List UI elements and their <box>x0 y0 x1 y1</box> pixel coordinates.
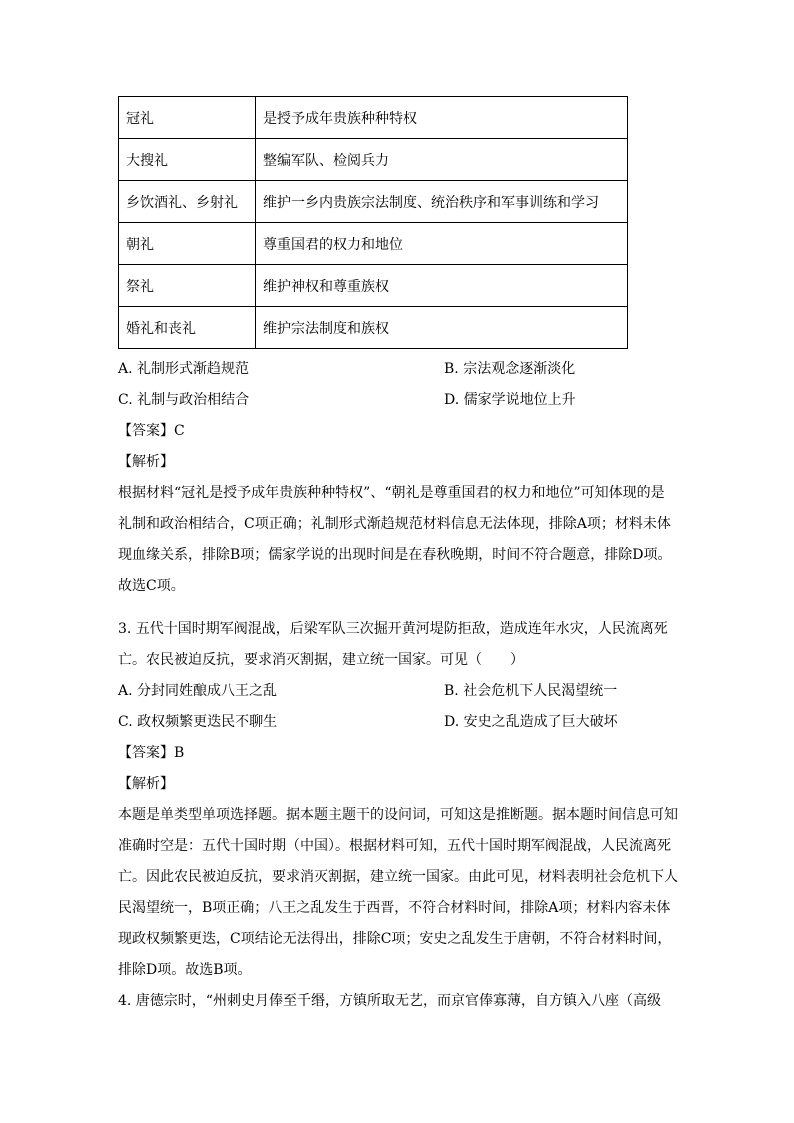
table-row <box>119 181 628 223</box>
rite-meaning-cell: 是授予成年贵族种种特权 <box>256 97 628 139</box>
q2-option-b[interactable]: B. 宗法观念逐渐淡化 <box>444 361 576 377</box>
q2-options-row-1 <box>118 354 678 385</box>
rite-name-cell: 大搜礼 <box>119 139 256 181</box>
rite-name-cell: 婚礼和丧礼 <box>119 307 256 349</box>
q2-options-row-2 <box>118 385 678 416</box>
q3-option-b[interactable]: B. 社会危机下人民渴望统一 <box>444 683 618 699</box>
q3-option-c[interactable]: C. 政权频繁更迭民不聊生 <box>118 714 278 730</box>
table-row <box>119 97 628 139</box>
q3-option-a[interactable]: A. 分封同姓酿成八王之乱 <box>118 683 278 699</box>
q3-options-row-1 <box>118 676 678 707</box>
table-row <box>119 223 628 265</box>
q2-option-d[interactable]: D. 儒家学说地位上升 <box>444 392 576 408</box>
table-row <box>119 139 628 181</box>
q2-answer: 【答案】C <box>118 423 185 439</box>
q3-options-row-2 <box>118 707 678 738</box>
rite-meaning-cell: 维护宗法制度和族权 <box>256 307 628 349</box>
rite-meaning-cell: 维护神权和尊重族权 <box>256 265 628 307</box>
q3-analysis-text: 本题是单类型单项选择题。据本题主题干的设问词，可知这是推断题。据本题时间信息可知准确时空是：五代十国时期（中国）。根据材料可知，五代十国时期军阀混战，人民流离死亡。因此农民被迫反抗，要求消灭割据，建立统一国家。由此可见，材料表明社会危机下人民渴望统一，B项正确；八王之乱发生于西晋，不符合材料时间，排除A项；材料内容未体现政权频繁更迭，C项结论无法得出，排除C项；安史之乱发生于唐朝，不符合材料时间，排除D项。故选B项。 <box>118 807 678 978</box>
rites-table <box>118 96 628 349</box>
rite-name-cell: 乡饮酒礼、乡射礼 <box>119 181 256 223</box>
rite-name-cell: 朝礼 <box>119 223 256 265</box>
q2-analysis-text: 根据材料“冠礼是授予成年贵族种种特权”、“朝礼是尊重国君的权力和地位”可知体现的是礼制和政治相结合，C项正确；礼制形式渐趋规范材料信息无法体现，排除A项；材料未体现血缘关系，排除B项；儒家学说的出现时间是在春秋晚期，时间不符合题意，排除D项。故选C项。 <box>118 485 672 594</box>
q2-option-a[interactable]: A. 礼制形式渐趋规范 <box>118 361 250 377</box>
rite-name-cell: 祭礼 <box>119 265 256 307</box>
q2-analysis-label: 【解析】 <box>118 454 174 470</box>
table-row <box>119 265 628 307</box>
rite-meaning-cell: 尊重国君的权力和地位 <box>256 223 628 265</box>
q3-option-d[interactable]: D. 安史之乱造成了巨大破坏 <box>444 714 618 730</box>
q2-option-c[interactable]: C. 礼制与政治相结合 <box>118 392 250 408</box>
rite-meaning-cell: 维护一乡内贵族宗法制度、统治秩序和军事训练和学习 <box>256 181 628 223</box>
q3-analysis-label: 【解析】 <box>118 776 174 792</box>
q4-stem: 4. 唐德宗时，“州刺史月俸至千缗，方镇所取无艺，而京官俸寡薄，自方镇入八座（高级 <box>118 993 661 1009</box>
q3-answer: 【答案】B <box>118 745 185 761</box>
rite-meaning-cell: 整编军队、检阅兵力 <box>256 139 628 181</box>
rite-name-cell: 冠礼 <box>119 97 256 139</box>
document-page <box>118 96 678 1017</box>
q3-stem: 3. 五代十国时期军阀混战，后梁军队三次掘开黄河堤防拒敌，造成连年水灾，人民流离死亡。农民被迫反抗，要求消灭割据，建立统一国家。可见（ ） <box>118 621 668 668</box>
table-row <box>119 307 628 349</box>
